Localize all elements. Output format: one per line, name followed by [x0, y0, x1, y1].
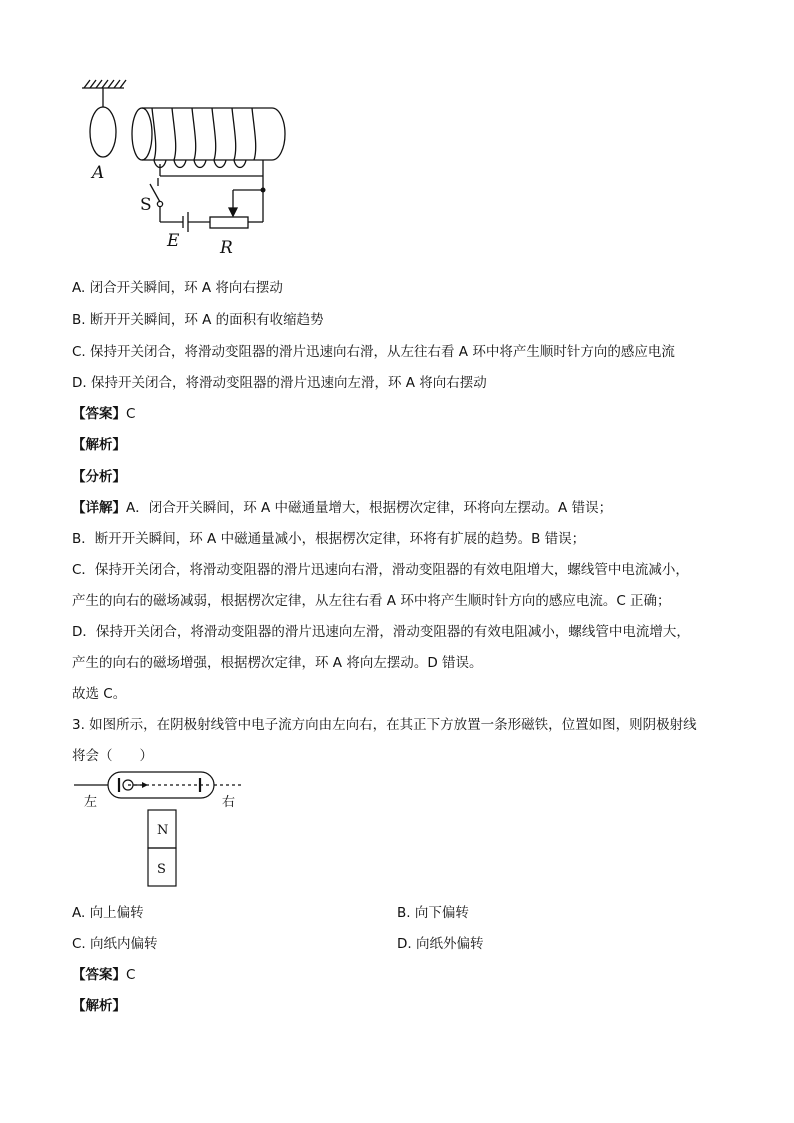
q3-answer-value: C	[126, 967, 136, 983]
fenxi-tag: 【分析】	[72, 469, 126, 485]
cathode-ray-figure	[70, 768, 250, 892]
right-label: 右	[222, 795, 236, 810]
q3-answer-line	[72, 963, 135, 983]
option-d: D. 保持开关闭合，将滑动变阻器的滑片迅速向左滑，环 A 将向右摆动	[72, 375, 487, 391]
detail-line	[72, 496, 612, 516]
q3-analysis-tag: 【解析】	[72, 998, 126, 1014]
magnet-north-label: N	[157, 823, 169, 838]
option-b: B. 断开开关瞬间，环 A 的面积有收缩趋势	[72, 312, 324, 328]
q3-answer-tag: 【答案】	[72, 967, 126, 983]
ring-label: A	[92, 163, 105, 183]
detail-line: C．保持开关闭合，将滑动变阻器的滑片迅速向右滑，滑动变阻器的有效电阻增大，螺线管中电流减小，	[72, 562, 689, 578]
circuit-figure	[70, 78, 300, 258]
analysis-tag: 【解析】	[72, 437, 126, 453]
detail-line: 产生的向右的磁场增强，根据楞次定律，环 A 将向左摆动。D 错误。	[72, 655, 483, 671]
q3-option-d: D. 向纸外偏转	[397, 936, 484, 952]
detail-text: A．闭合开关瞬间，环 A 中磁通量增大，根据楞次定律，环将向左摆动。A 错误；	[126, 500, 613, 516]
q3-option-a: A. 向上偏转	[72, 905, 144, 921]
question-3-stem: 3. 如图所示，在阴极射线管中电子流方向由左向右，在其正下方放置一条形磁铁，位置如图，则阴极射线	[72, 717, 697, 733]
q3-option-c: C. 向纸内偏转	[72, 936, 158, 952]
detail-line: D．保持开关闭合，将滑动变阻器的滑片迅速向左滑，滑动变阻器的有效电阻减小，螺线管中电流增大，	[72, 624, 690, 640]
q3-option-b: B. 向下偏转	[397, 905, 469, 921]
answer-value: C	[126, 406, 136, 422]
detail-line: B．断开开关瞬间，环 A 中磁通量减小，根据楞次定律，环将有扩展的趋势。B 错误；	[72, 531, 586, 547]
question-3-stem-cont: 将会（ ）	[72, 748, 153, 764]
option-a: A. 闭合开关瞬间，环 A 将向右摆动	[72, 280, 283, 296]
detail-line: 产生的向右的磁场减弱，根据楞次定律，从左往右看 A 环中将产生顺时针方向的感应电流。C 正确；	[72, 593, 671, 609]
battery-label: E	[167, 231, 180, 251]
answer-line	[72, 402, 135, 422]
detail-tag: 【详解】	[72, 500, 126, 516]
option-c: C. 保持开关闭合，将滑动变阻器的滑片迅速向右滑，从左往右看 A 环中将产生顺时针方向的感应电流	[72, 344, 675, 360]
switch-label: S	[140, 195, 152, 215]
answer-tag: 【答案】	[72, 406, 126, 422]
left-label: 左	[84, 795, 98, 810]
rheostat-label: R	[220, 238, 233, 258]
magnet-south-label: S	[157, 862, 166, 877]
conclusion: 故选 C。	[72, 686, 127, 702]
